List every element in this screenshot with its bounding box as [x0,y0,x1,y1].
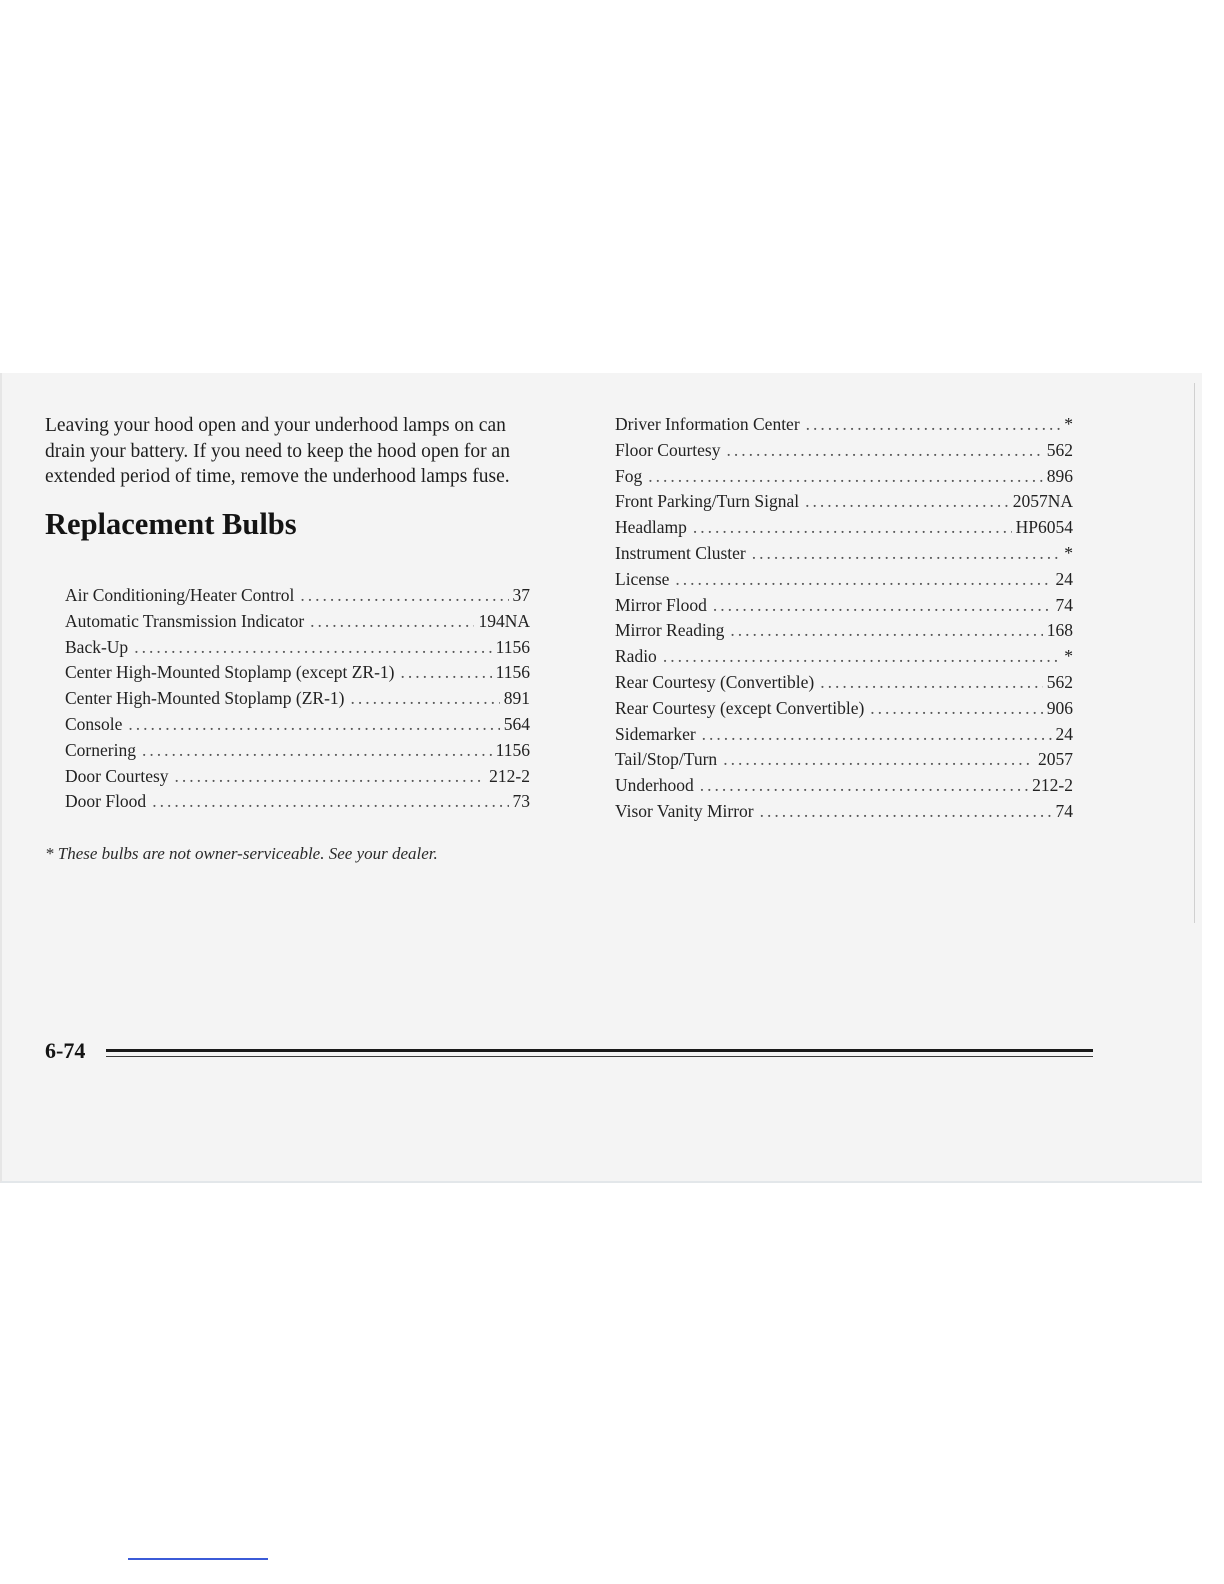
bulb-name: Fog [615,465,643,486]
footer-rule-thin [106,1056,1093,1057]
bulb-name: Front Parking/Turn Signal [615,491,800,512]
bulb-number: 37 [512,585,530,605]
page-number: 6-74 [45,1038,86,1063]
bulb-name: Sidemarker [615,723,696,744]
dot-leader [134,637,491,658]
bulb-row [65,688,530,714]
bulb-name: Automatic Transmission Indicator [65,610,305,631]
bulb-number: HP6054 [1015,517,1073,538]
dot-leader [648,466,1043,487]
bulb-row [615,620,1073,646]
footnote: * These bulbs are not owner-serviceable. See your dealer. [45,844,438,863]
dot-leader [663,646,1060,667]
bulb-name: Driver Information Center [615,414,800,434]
bulb-number: 74 [1055,594,1073,615]
bulb-name: Rear Courtesy (Convertible) [615,671,815,692]
bulb-row [65,791,530,817]
bulb-name: Tail/Stop/Turn [615,749,718,770]
bulb-row [65,714,530,740]
manual-page [0,373,1202,1183]
bulb-row [65,766,530,792]
bulb-name: Air Conditioning/Heater Control [65,585,295,605]
dot-leader [806,414,1061,435]
dot-leader [713,595,1052,616]
dot-leader [152,791,508,812]
bulb-name: Mirror Flood [615,594,707,615]
bulb-name: Door Courtesy [65,765,169,786]
bulb-number: 73 [512,791,530,812]
bulb-row [65,611,530,637]
bulb-number: * [1064,646,1073,667]
bulb-row [615,672,1073,698]
bulb-number: 212-2 [1032,775,1073,796]
bulb-number: 2057 [1038,749,1073,770]
dot-leader [128,714,499,735]
bulb-number: * [1064,542,1073,563]
bulb-name: Floor Courtesy [615,439,721,460]
bulb-name: Console [65,713,123,734]
bulb-name: Door Flood [65,791,147,812]
page-edge-line [1194,383,1195,923]
bulb-row [615,646,1073,672]
bulb-number: 168 [1046,620,1073,641]
dot-leader [752,543,1061,564]
dot-leader [142,740,492,761]
bulb-number: * [1064,414,1073,434]
bulb-row [615,440,1073,466]
dot-leader [727,440,1043,461]
bulb-number: 562 [1046,439,1073,460]
bulb-number: 1156 [495,739,530,760]
bulb-number: 74 [1055,800,1073,821]
dot-leader [723,749,1034,770]
dot-leader [805,491,1009,512]
bulb-row [615,569,1073,595]
dot-leader [175,766,486,787]
bulb-row [65,740,530,766]
dot-leader [700,775,1028,796]
bulb-row [65,585,530,611]
bulb-row [65,662,530,688]
bulb-number: 896 [1046,465,1073,486]
left-column [45,413,545,542]
bulb-name: Back-Up [65,636,129,657]
bulb-number: 891 [503,688,530,709]
bulb-row [615,491,1073,517]
dot-leader [760,801,1052,822]
bulb-row [65,637,530,663]
bulb-number: 564 [503,713,530,734]
dot-leader [310,611,474,632]
bulb-number: 906 [1046,697,1073,718]
bulb-row [615,414,1073,440]
bulb-row [615,801,1073,827]
bulb-row [615,724,1073,750]
bulb-number: 1156 [495,636,530,657]
bulb-number: 212-2 [489,765,530,786]
dot-leader [730,620,1042,641]
bulb-name: Radio [615,646,657,667]
bulb-row [615,466,1073,492]
dot-leader [702,724,1052,745]
bulb-row [615,595,1073,621]
bulb-number: 24 [1055,723,1073,744]
bulb-number: 24 [1055,568,1073,589]
bulb-name: Headlamp [615,517,687,538]
bulb-row [615,517,1073,543]
bulb-list-right [615,414,1073,827]
bulb-list-left [65,585,530,817]
bulb-name: Underhood [615,775,694,796]
bulb-number: 562 [1046,671,1073,692]
bulb-name: Instrument Cluster [615,542,746,563]
bulb-name: Cornering [65,739,136,760]
bulb-name: Rear Courtesy (except Convertible) [615,697,865,718]
dot-leader [870,698,1042,719]
bulb-row [615,543,1073,569]
bulb-name: License [615,568,670,589]
dot-leader [401,662,492,683]
bulb-row [615,698,1073,724]
bulb-number: 1156 [495,662,530,683]
bulb-name: Mirror Reading [615,620,725,641]
dot-leader [300,585,508,606]
bulb-number: 194NA [478,610,530,631]
bulb-number: 2057NA [1012,491,1073,512]
bottom-underline-mark [128,1558,268,1560]
dot-leader [350,688,499,709]
intro-paragraph: Leaving your hood open and your underhood lamps on can drain your battery. If you need to keep the hood open for an extended period of time, remove the underhood lamps fuse. [45,415,510,487]
bulb-name: Center High-Mounted Stoplamp (ZR-1) [65,688,345,709]
footer-rule-thick [106,1049,1093,1052]
dot-leader [820,672,1042,693]
bulb-row [615,775,1073,801]
bulb-name: Visor Vanity Mirror [615,800,754,821]
section-heading: Replacement Bulbs [45,506,297,541]
bulb-row [615,749,1073,775]
dot-leader [675,569,1051,590]
bulb-name: Center High-Mounted Stoplamp (except ZR-1) [65,662,395,683]
dot-leader [693,517,1012,538]
